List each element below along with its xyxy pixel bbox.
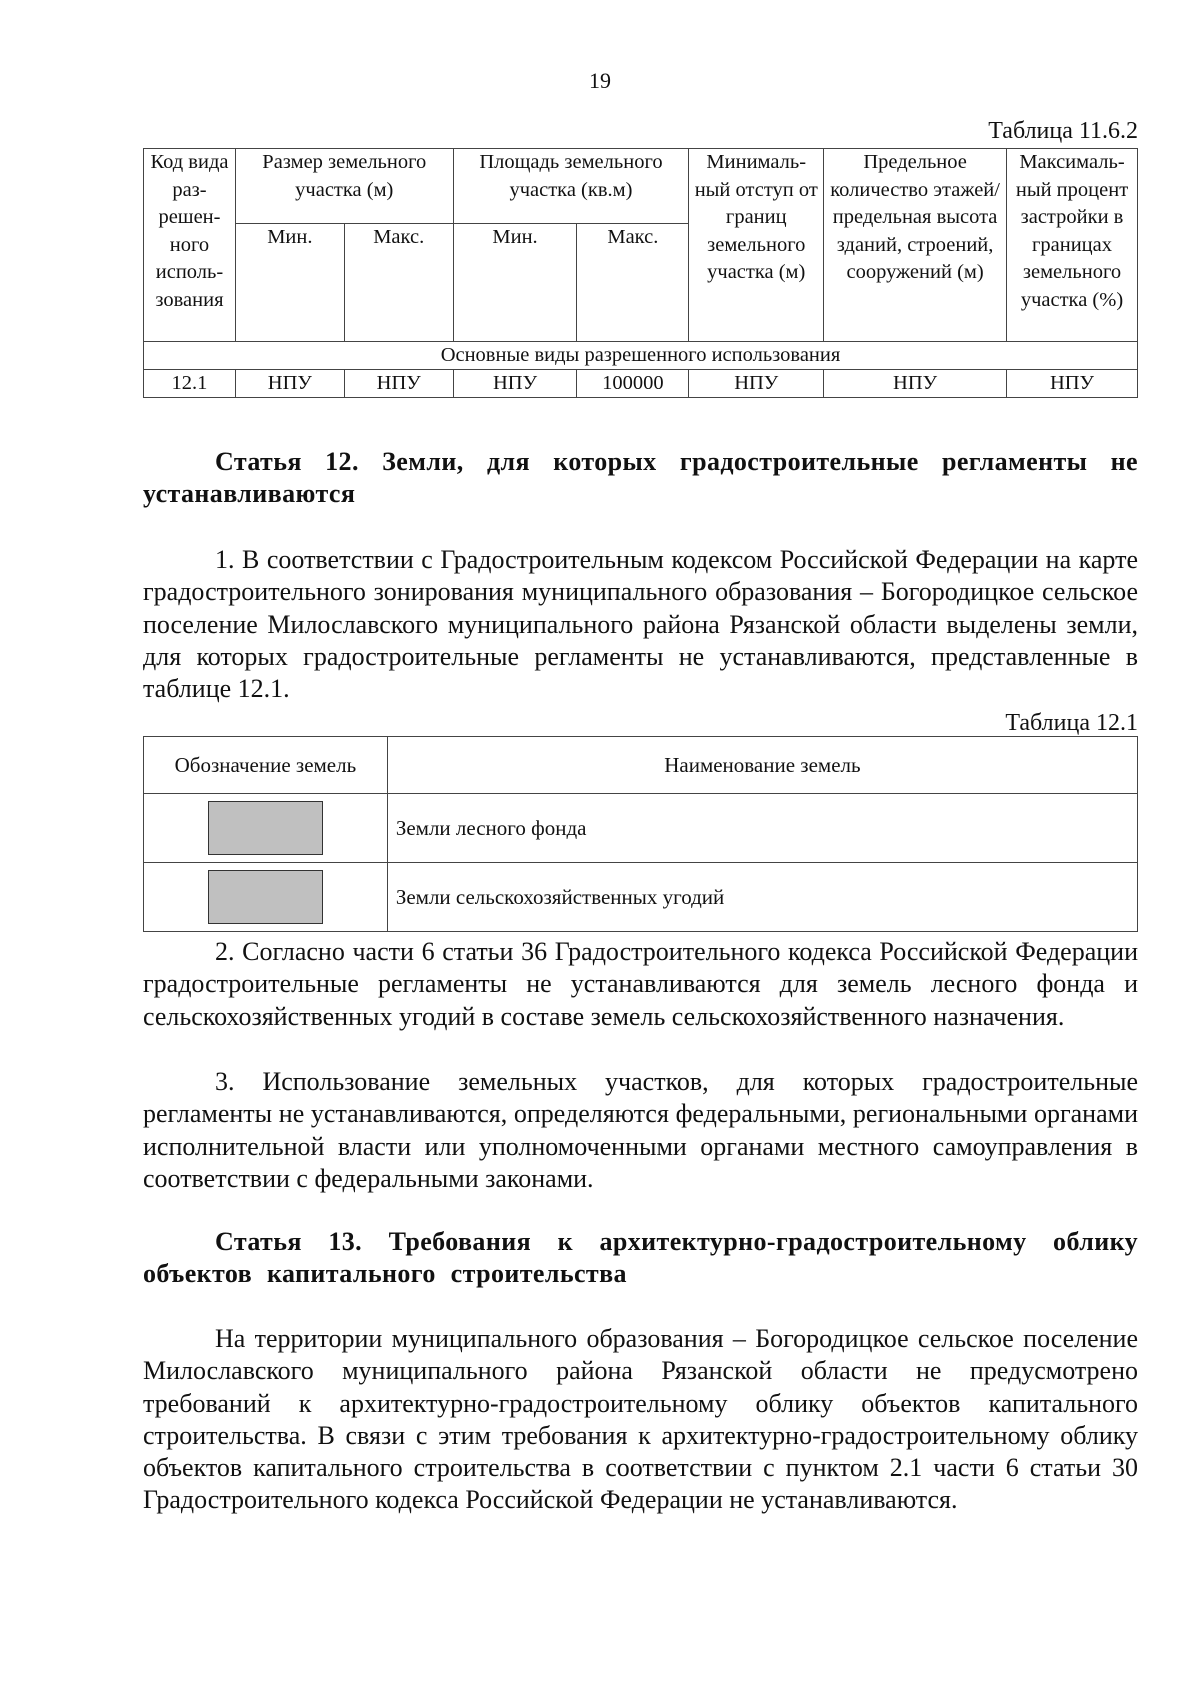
land-name: Земли лесного фонда: [387, 794, 1137, 863]
header-name: Наименование земель: [387, 737, 1137, 794]
cell-code: 12.1: [144, 370, 236, 398]
table-row: [144, 370, 1138, 398]
article-12-title: Статья 12. Земли, для которых градостроительные регламенты не устанавливаются: [143, 447, 1138, 508]
header-max-floors: Предельное количество этажей/ предельная высота зданий, строений, сооружений (м): [824, 149, 1007, 342]
table-row: [144, 794, 1138, 863]
cell-size-max: НПУ: [344, 370, 453, 398]
article-12-paragraph-1: 1. В соответствии с Градостроительным кодексом Российской Федерации на карте градостроительного зонирования муниципального образования – Богородицкое сельское поселение Милославского муниципального района Рязанской области выделены земли, для которых градостроительные регламенты не устанавливаются, представленные в таблице 12.1.: [143, 545, 1138, 704]
cell-min-offset: НПУ: [689, 370, 824, 398]
forest-land-swatch: [208, 801, 323, 855]
header-area-min: Мин.: [453, 224, 577, 342]
table-12-1-caption: Таблица 12.1: [1005, 710, 1138, 736]
table-12-1: [143, 736, 1138, 932]
article-13-title: Статья 13. Требования к архитектурно-градостроительному облику объектов капитального строительства: [143, 1227, 1138, 1288]
header-symbol: Обозначение земель: [144, 737, 388, 794]
section-title: Основные виды разрешенного использования: [144, 342, 1138, 370]
cell-max-floors: НПУ: [824, 370, 1007, 398]
table-11-6-2-caption: Таблица 11.6.2: [988, 118, 1138, 144]
header-min-offset: Минималь-ный отступ от границ земельного участка (м): [689, 149, 824, 342]
table-11-6-2: [143, 148, 1138, 398]
article-12-paragraph-2: 2. Согласно части 6 статьи 36 Градостроительного кодекса Российской Федерации градостроительные регламенты не устанавливаются для земель лесного фонда и сельскохозяйственных угодий в составе земель сельскохозяйственного назначения.: [143, 937, 1138, 1031]
header-size-max: Макс.: [344, 224, 453, 342]
agricultural-land-swatch: [208, 870, 323, 924]
header-size-min: Мин.: [235, 224, 344, 342]
article-12-paragraph-3: 3. Использование земельных участков, для которых градостроительные регламенты не устанавливаются, определяются федеральными, региональными органами исполнительной власти или уполномоченными органами местного самоуправления в соответствии с федеральными законами.: [143, 1067, 1138, 1193]
cell-area-min: НПУ: [453, 370, 577, 398]
swatch-cell: [144, 794, 388, 863]
header-plot-area: Площадь земельного участка (кв.м): [453, 149, 689, 224]
article-13-paragraph-1: На территории муниципального образования – Богородицкое сельское поселение Милославского муниципального района Рязанской области не предусмотрено требований к архитектурно-градостроительному облику объектов капитального строительства. В связи с этим требования к архитектурно-градостроительному облику объектов капитального строительства в соответствии с пунктом 2.1 части 6 статьи 30 Градостроительного кодекса Российской Федерации не устанавливаются.: [143, 1324, 1138, 1515]
land-name: Земли сельскохозяйственных угодий: [387, 863, 1137, 932]
header-max-coverage: Максималь-ный процент застройки в границах земельного участка (%): [1007, 149, 1138, 342]
header-area-max: Макс.: [577, 224, 689, 342]
cell-area-max: 100000: [577, 370, 689, 398]
cell-size-min: НПУ: [235, 370, 344, 398]
header-plot-size: Размер земельного участка (м): [235, 149, 453, 224]
table-row: [144, 863, 1138, 932]
swatch-cell: [144, 863, 388, 932]
cell-max-coverage: НПУ: [1007, 370, 1138, 398]
header-code: Код вида раз-решен-ного исполь-зования: [144, 149, 236, 342]
page-number: 19: [589, 68, 611, 93]
